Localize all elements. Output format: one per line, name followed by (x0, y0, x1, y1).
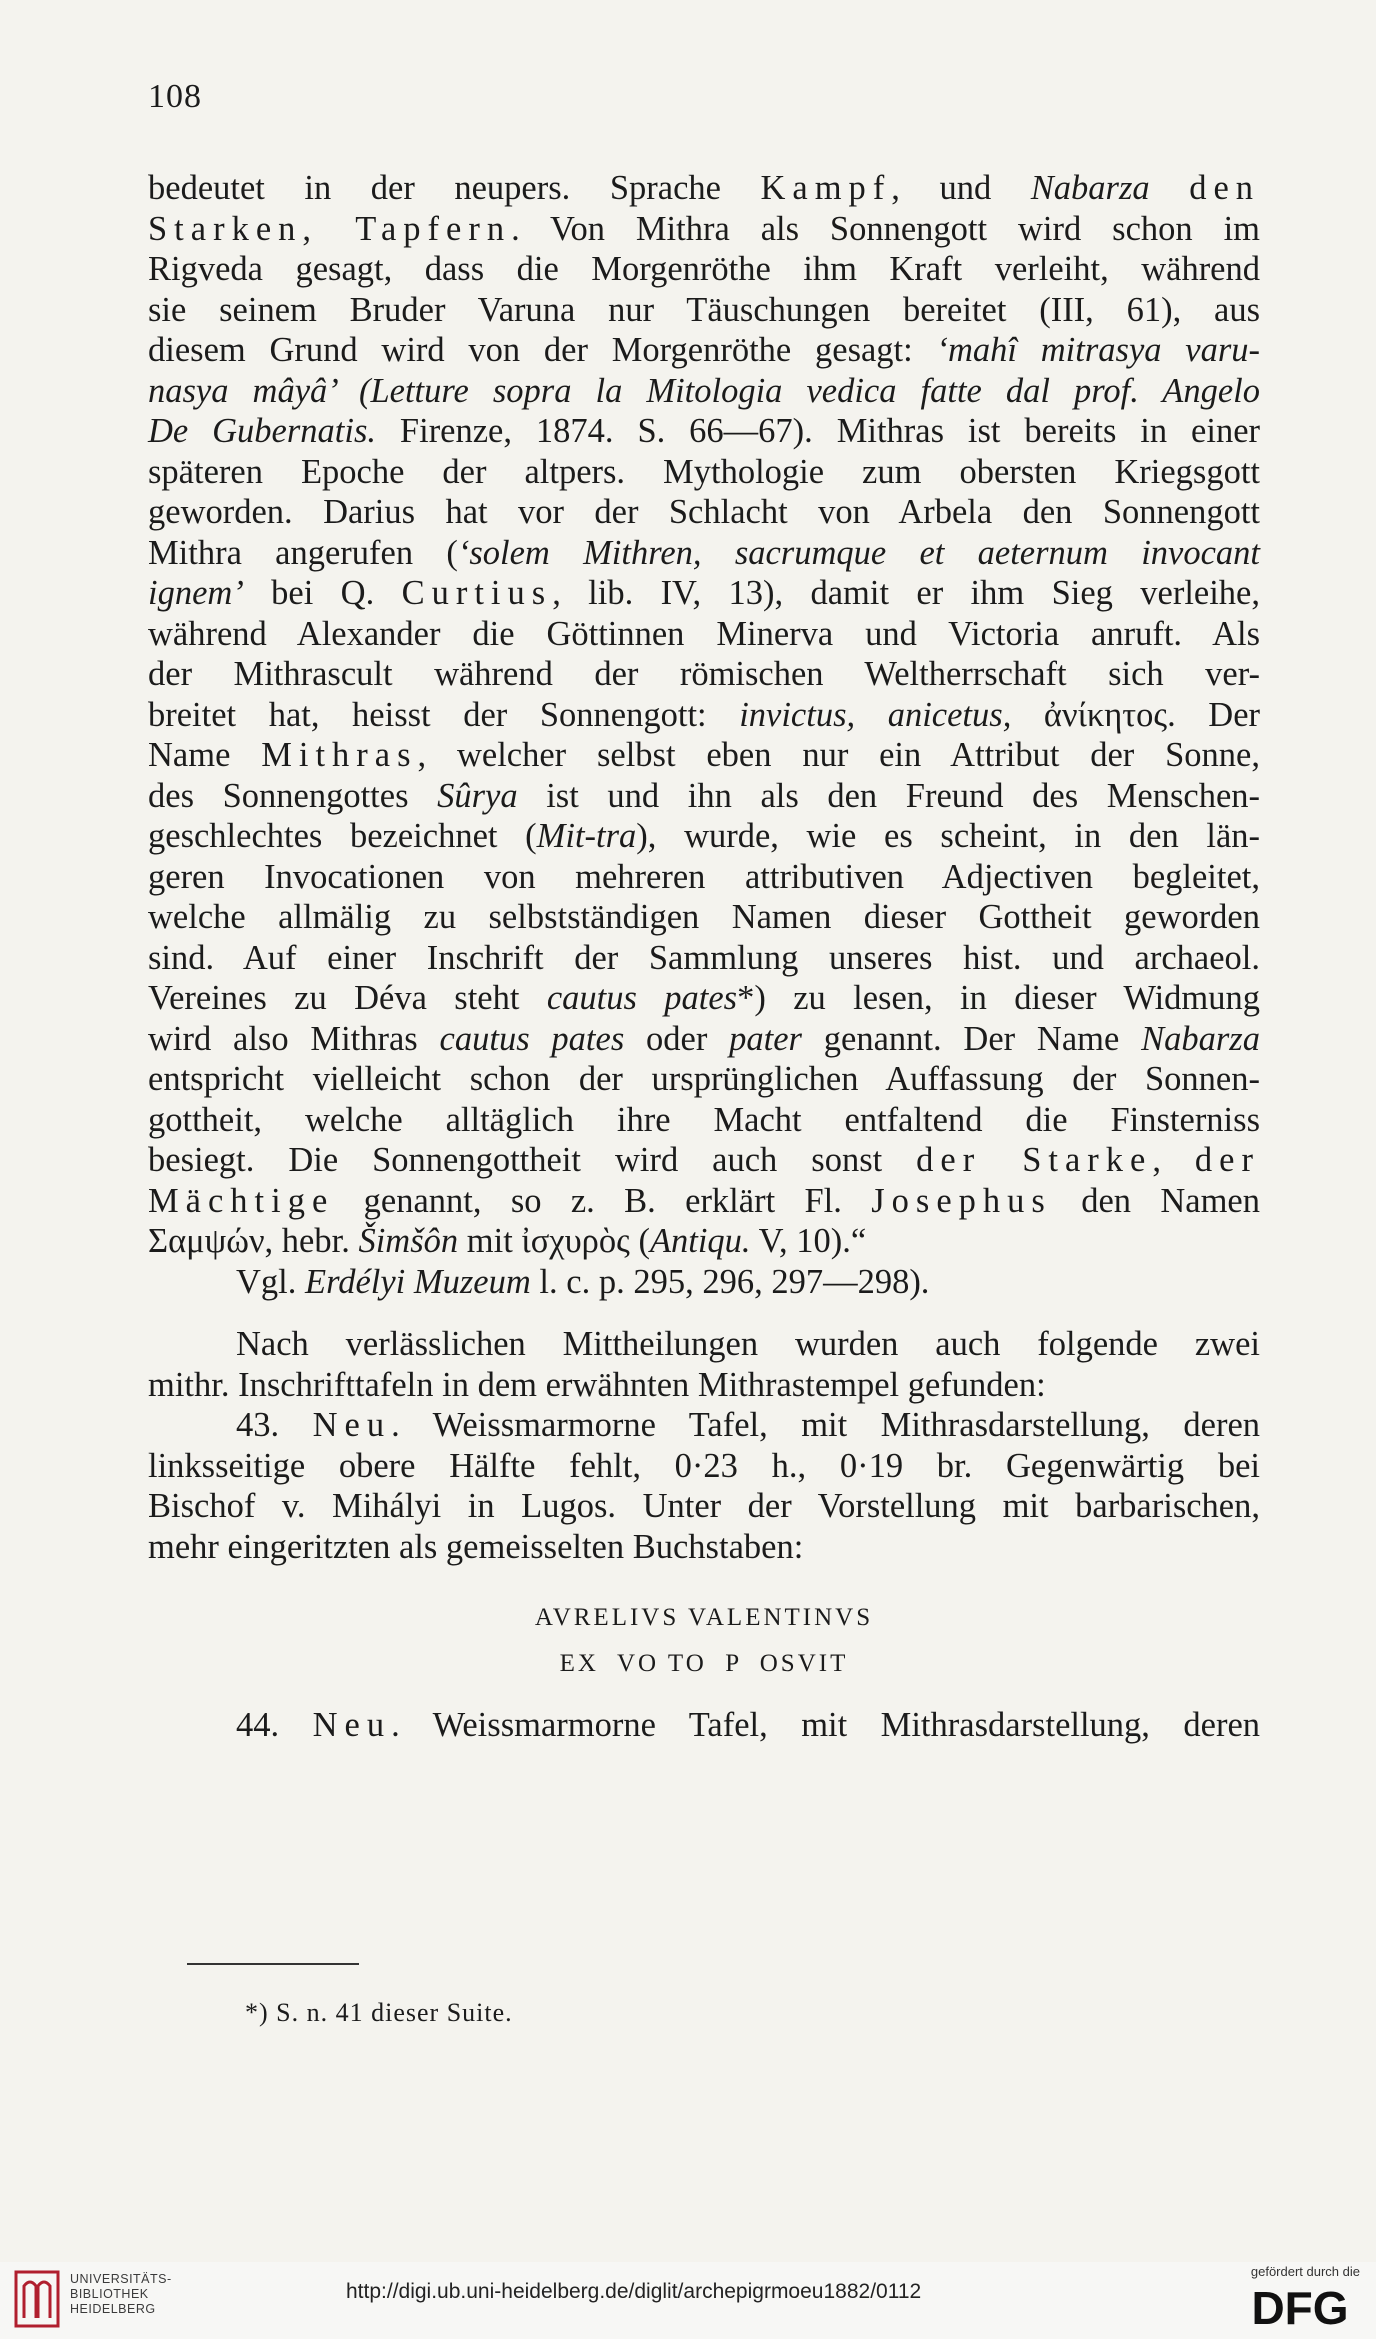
text-line (148, 1446, 1260, 1487)
text-run: . Weissmarmorne Tafel, mit Mithrasdarstellung, deren (391, 1706, 1261, 1744)
page-number: 108 (148, 78, 202, 115)
text-line (148, 897, 1260, 938)
text-line (148, 168, 1260, 209)
text-run: bedeutet in der neupers. Sprache (148, 169, 761, 207)
text-run: breitet hat, heisst der Sonnengott: (148, 695, 740, 734)
spaced-text: Kampf (760, 169, 892, 207)
text-line (148, 1100, 1260, 1141)
text-run: sie seinem Bruder Varuna nur Täuschungen bereitet (III, 61), aus (148, 290, 1260, 329)
spaced-text: der Starke (916, 1141, 1153, 1179)
italic-text: ‘solem Mithren, sacrumque et aeternum invocant (457, 533, 1260, 572)
text-run: späteren Epoche der altpers. Mythologie zum obersten Kriegsgott (148, 452, 1260, 491)
text-run: Rigveda gesagt, dass die Morgenröthe ihm Kraft verleiht, während (148, 250, 1260, 288)
text-line (148, 209, 1260, 250)
text-line (148, 1262, 1260, 1303)
text-run: . Weissmarmorne Tafel, mit Mithrasdarstellung, deren (391, 1406, 1261, 1444)
text-run: der Mithrascult während der römischen Weltherrschaft sich ver- (148, 655, 1260, 693)
text-line (148, 1059, 1260, 1100)
text-run: 44. (236, 1706, 313, 1744)
library-name-line1: UNIVERSITÄTS- (70, 2272, 172, 2286)
italic-text: Sûrya (437, 776, 518, 815)
text-line (148, 411, 1260, 452)
text-run: , (1152, 1141, 1195, 1179)
italic-text: Erdélyi Muzeum (305, 1262, 531, 1301)
text-run: ), wurde, wie es scheint, in den län- (636, 817, 1261, 855)
text-run: Name (148, 736, 262, 774)
text-line (148, 1365, 1260, 1406)
spaced-text: der (1194, 1141, 1260, 1179)
spaced-text: Mächtige (148, 1181, 335, 1220)
text-line (148, 452, 1260, 493)
spaced-text: Curtius (401, 574, 553, 612)
text-line (148, 857, 1260, 898)
text-run: 43. (236, 1406, 313, 1444)
text-run: linksseitige obere Hälfte fehlt, 0·23 h., 0·19 br. Gegenwärtig bei (148, 1446, 1260, 1485)
text-run: , und (891, 169, 1031, 207)
text-run: gottheit, welche alltäglich ihre Macht entfaltend die Finsterniss (148, 1100, 1260, 1139)
text-line (148, 1324, 1260, 1365)
text-line (148, 776, 1260, 817)
text-run: des Sonnengottes (148, 776, 438, 815)
text-line (148, 695, 1260, 736)
italic-text: Nabarza (1030, 169, 1150, 207)
text-run: oder (624, 1019, 730, 1058)
text-run: diesem Grund wird von der Morgenröthe gesagt: (148, 331, 937, 369)
italic-text: cautus pates (546, 979, 738, 1017)
italic-text: Mit-tra (536, 817, 637, 855)
dfg-logo-icon (1242, 2282, 1358, 2330)
text-line (148, 1527, 1260, 1568)
text-run (1150, 169, 1190, 207)
italic-text: invictus, anicetus, (739, 695, 1012, 734)
text-line (148, 492, 1260, 533)
spaced-text: Josephus (871, 1181, 1052, 1220)
text-run: mithr. Inschrifttafeln in dem erwähnten Mithrastempel gefunden: (148, 1365, 1046, 1404)
text-run: Bischof v. Mihályi in Lugos. Unter der Vorstellung mit barbarischen, (148, 1487, 1260, 1525)
inscription-line: EX VO TO P OSVIT (559, 1650, 849, 1677)
text-line (148, 371, 1260, 412)
spaced-text: Starken, Tapfern (148, 209, 512, 248)
text-run: bei Q. (243, 574, 402, 612)
text-line (148, 290, 1260, 331)
text-run: mehr eingeritzten als gemeisselten Buchstaben: (148, 1527, 804, 1566)
text-run: Firenze, 1874. S. 66—67). Mithras ist bereits in einer (376, 412, 1260, 450)
text-run: V, 10).“ (750, 1222, 867, 1260)
text-run: entspricht vielleicht schon der ursprünglichen Auffassung der Sonnen- (148, 1060, 1260, 1098)
text-line (148, 573, 1260, 614)
text-run: mit ἰσχυρὸς ( (458, 1222, 650, 1260)
spaced-text: den (1189, 169, 1261, 207)
spaced-text: Neu (312, 1406, 392, 1444)
italic-text: nasya mâyâ’ (Letture sopra la Mitologia vedica fatte dal prof. Angelo (148, 371, 1260, 410)
italic-text: Antiqu. (649, 1222, 751, 1260)
library-name-line2: BIBLIOTHEK (70, 2287, 149, 2301)
text-run: wird also Mithras (148, 1019, 440, 1058)
text-line (148, 735, 1260, 776)
text-line (148, 614, 1260, 655)
text-line (148, 1705, 1260, 1746)
text-run: ἀνίκητος. Der (1011, 695, 1260, 734)
text-line (148, 1221, 1260, 1262)
italic-text: ignem’ (148, 574, 244, 612)
text-line (148, 1019, 1260, 1060)
footnote-rule (187, 1963, 359, 1965)
text-run: geschlechtes bezeichnet ( (148, 817, 537, 855)
text-line (148, 1181, 1260, 1222)
text-run: genannt, so z. B. erklärt Fl. (334, 1181, 872, 1220)
text-run: . Von Mithra als Sonnengott wird schon im (511, 209, 1260, 248)
text-line (148, 654, 1260, 695)
text-line (148, 1405, 1260, 1446)
text-run: Vgl. (236, 1262, 305, 1301)
text-run: Mithra angerufen ( (148, 533, 458, 572)
text-line (148, 533, 1260, 574)
text-run: , welcher selbst eben nur ein Attribut der Sonne, (417, 736, 1260, 774)
inscription-line: AVRELIVS VALENTINVS (534, 1604, 874, 1631)
text-line (148, 978, 1260, 1019)
text-run: l. c. p. 295, 296, 297—298). (530, 1262, 930, 1301)
italic-text: Šimšôn (358, 1222, 459, 1260)
funding-note: gefördert durch die (1250, 2264, 1360, 2279)
text-run: geworden. Darius hat vor der Schlacht von Arbela den Sonnengott (148, 493, 1260, 531)
text-line (148, 330, 1260, 371)
library-name (70, 2272, 172, 2317)
text-line (148, 938, 1260, 979)
text-run: , lib. IV, 13), damit er ihm Sieg verleihe, (552, 574, 1260, 612)
text-run: geren Invocationen von mehreren attributiven Adjectiven begleitet, (148, 857, 1260, 896)
italic-text: cautus pates (439, 1019, 625, 1058)
text-line (148, 1486, 1260, 1527)
text-run: *) zu lesen, in dieser Widmung (737, 979, 1260, 1017)
spaced-text: Mithras (261, 736, 418, 774)
university-library-logo-icon (14, 2270, 60, 2328)
text-run: Vereines zu Déva steht (148, 979, 547, 1017)
text-run: genannt. Der Name (801, 1019, 1142, 1058)
body-text (148, 168, 1260, 1746)
text-line (148, 816, 1260, 857)
text-run: welche allmälig zu selbstständigen Namen dieser Gottheit geworden (148, 898, 1260, 936)
text-run: besiegt. Die Sonnengottheit wird auch sonst (148, 1141, 917, 1179)
footer-bar (0, 2262, 1376, 2339)
text-run: Nach verlässlichen Mittheilungen wurden auch folgende zwei (236, 1325, 1260, 1363)
text-run: während Alexander die Göttinnen Minerva und Victoria anruft. Als (148, 614, 1260, 653)
permalink-url[interactable]: http://digi.ub.uni-heidelberg.de/diglit/archepigrmoeu1882/0112 (346, 2280, 922, 2303)
italic-text: De Gubernatis. (148, 412, 377, 450)
italic-text: pater (729, 1019, 802, 1058)
italic-text: Nabarza (1141, 1019, 1260, 1058)
dfg-logo-text: DFG (1251, 2282, 1349, 2330)
text-line (148, 249, 1260, 290)
italic-text: ‘mahî mitrasya varu- (936, 331, 1260, 369)
text-line (148, 1140, 1260, 1181)
text-run: sind. Auf einer Inschrift der Sammlung unseres hist. und archaeol. (148, 938, 1260, 977)
library-name-line3: HEIDELBERG (70, 2302, 156, 2316)
text-run: ist und ihn als den Freund des Menschen- (517, 776, 1260, 815)
footnote: *) S. n. 41 dieser Suite. (245, 1998, 513, 2027)
spaced-text: Neu (312, 1706, 392, 1744)
text-run: Σαμψών, hebr. (148, 1222, 359, 1260)
text-run: den Namen (1051, 1181, 1260, 1220)
